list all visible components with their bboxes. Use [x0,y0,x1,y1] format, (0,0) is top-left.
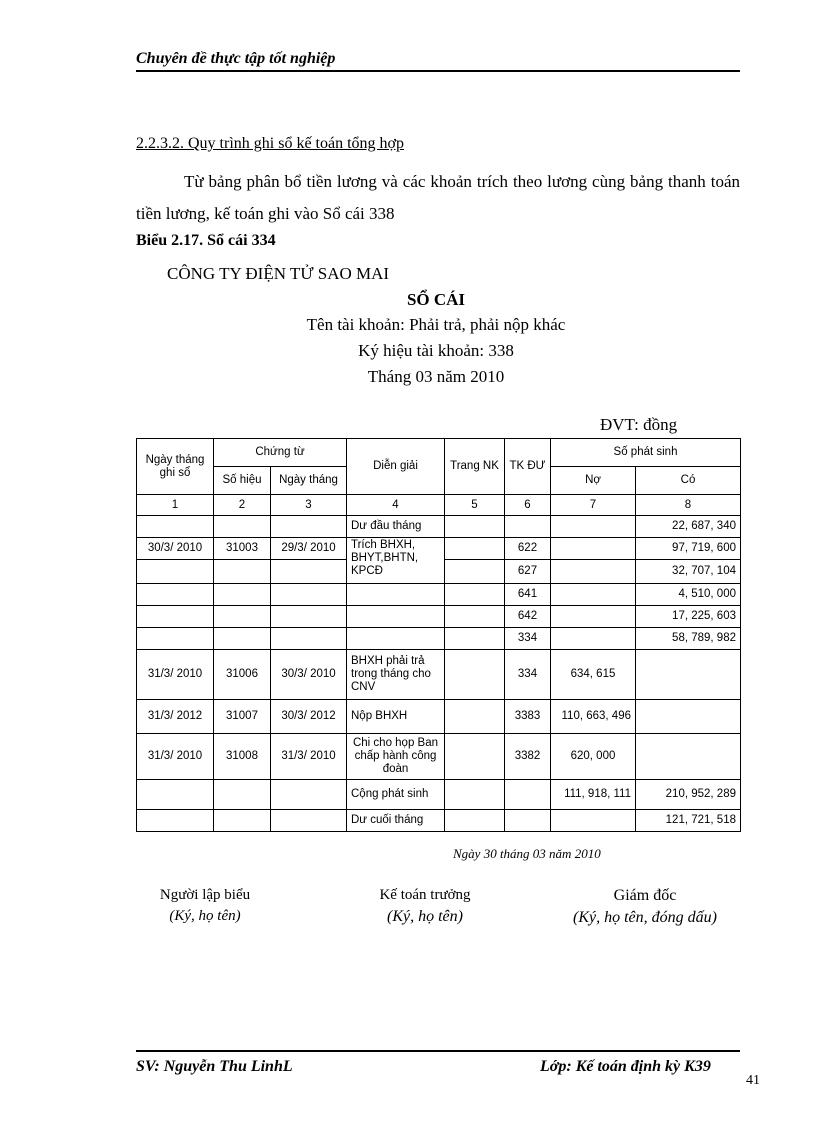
section-heading: 2.2.3.2. Quy trình ghi sổ kế toán tổng hợp [136,135,404,152]
preparer-note: (Ký, họ tên) [169,908,241,924]
table-row [137,650,741,700]
col-number: 5 [445,495,505,516]
header-voucher-date: Ngày tháng [271,467,347,495]
header-description: Diễn giải [347,439,445,495]
total-debit: 111, 918, 111 [551,780,636,810]
account-name: Tên tài khoản: Phải trả, phải nộp khác [306,315,566,334]
company-name: CÔNG TY ĐIỆN TỬ SAO MAI [167,264,390,283]
row-voucher-date: 30/3/ 2010 [271,650,347,700]
col-number: 2 [214,495,271,516]
row-voucher-no: 31008 [214,734,271,780]
row-description: Chi cho họp Ban chấp hành công đoàn [347,734,445,780]
body-paragraph: Từ bảng phân bổ tiền lương và các khoản trích theo lương cùng bảng thanh toán tiền lương, kế toán ghi vào Sổ cái 338 [136,172,740,223]
header-divider [136,70,740,72]
opening-credit: 22, 687, 340 [636,516,741,538]
col-number: 4 [347,495,445,516]
chief-accountant-title: Kế toán trưởng [379,887,471,903]
running-header-title: Chuyên đề thực tập tốt nghiệp [136,50,336,67]
header-journal-page: Trang NK [445,439,505,495]
closing-balance-row [137,810,741,832]
footer-student: SV: Nguyễn Thu LinhL [136,1058,293,1075]
row-contra-account: 3383 [505,700,551,734]
row-contra-account: 3382 [505,734,551,780]
chief-accountant-block [355,887,495,926]
col-number: 1 [137,495,214,516]
header-voucher-no: Số hiệu [214,467,271,495]
table-row [137,734,741,780]
row-contra-account: 642 [505,606,551,628]
figure-caption: Biểu 2.17. Sổ cái 334 [136,232,276,249]
row-debit: 634, 615 [551,650,636,700]
header-amounts: Số phát sinh [551,439,741,467]
row-debit: 110, 663, 496 [551,700,636,734]
row-contra-account: 334 [505,628,551,650]
preparer-title: Người lập biểu [159,887,251,903]
col-number: 6 [505,495,551,516]
row-voucher-date: 29/3/ 2010 [271,538,347,560]
total-credit: 210, 952, 289 [636,780,741,810]
row-voucher-no: 31007 [214,700,271,734]
row-contra-account: 622 [505,538,551,560]
ledger-table [136,438,741,832]
currency-unit: ĐVT: đồng [600,415,678,434]
chief-accountant-note: (Ký, họ tên) [387,908,463,925]
table-header-row [137,439,741,467]
row-credit: 4, 510, 000 [636,584,741,606]
row-credit: 32, 707, 104 [636,560,741,584]
table-row [137,538,741,560]
row-credit: 97, 719, 600 [636,538,741,560]
header-credit: Có [636,467,741,495]
closing-credit: 121, 721, 518 [636,810,741,832]
table-row [137,584,741,606]
column-number-row [137,495,741,516]
row-voucher-date: 30/3/ 2012 [271,700,347,734]
col-number: 8 [636,495,741,516]
director-note: (Ký, họ tên, đóng dấu) [573,909,717,926]
ledger-period: Tháng 03 năm 2010 [367,367,505,386]
closing-label: Dư cuối tháng [347,810,445,832]
footer-class: Lớp: Kế toán định kỳ K39 [540,1058,711,1075]
header-debit: Nợ [551,467,636,495]
ledger-title: SỔ CÁI [406,290,466,309]
table-row [137,606,741,628]
col-number: 7 [551,495,636,516]
director-title: Giám đốc [613,887,677,904]
row-voucher-no: 31003 [214,538,271,560]
row-date: 31/3/ 2012 [137,700,214,734]
opening-balance-row [137,516,741,538]
total-label: Cộng phát sinh [347,780,445,810]
row-date: 31/3/ 2010 [137,650,214,700]
row-description: Trích BHXH, BHYT,BHTN, KPCĐ [347,538,445,584]
opening-label: Dư đầu tháng [347,516,445,538]
footer-divider [136,1050,740,1052]
header-contra-account: TK ĐƯ [505,439,551,495]
row-date: 30/3/ 2010 [137,538,214,560]
row-voucher-no: 31006 [214,650,271,700]
row-credit: 17, 225, 603 [636,606,741,628]
total-row [137,780,741,810]
row-description: BHXH phải trả trong tháng cho CNV [347,650,445,700]
table-row [137,700,741,734]
row-contra-account: 641 [505,584,551,606]
header-voucher: Chứng từ [214,439,347,467]
row-date: 31/3/ 2010 [137,734,214,780]
col-number: 3 [271,495,347,516]
account-code: Ký hiệu tài khoản: 338 [358,341,514,360]
signing-date: Ngày 30 tháng 03 năm 2010 [453,846,601,861]
page-number: 41 [746,1073,760,1088]
row-description: Nộp BHXH [347,700,445,734]
row-credit: 58, 789, 982 [636,628,741,650]
row-contra-account: 334 [505,650,551,700]
row-debit: 620, 000 [551,734,636,780]
director-block [555,887,735,927]
row-contra-account: 627 [505,560,551,584]
header-date: Ngày tháng ghi sổ [137,439,214,495]
preparer-block [140,887,270,925]
row-voucher-date: 31/3/ 2010 [271,734,347,780]
table-row [137,628,741,650]
